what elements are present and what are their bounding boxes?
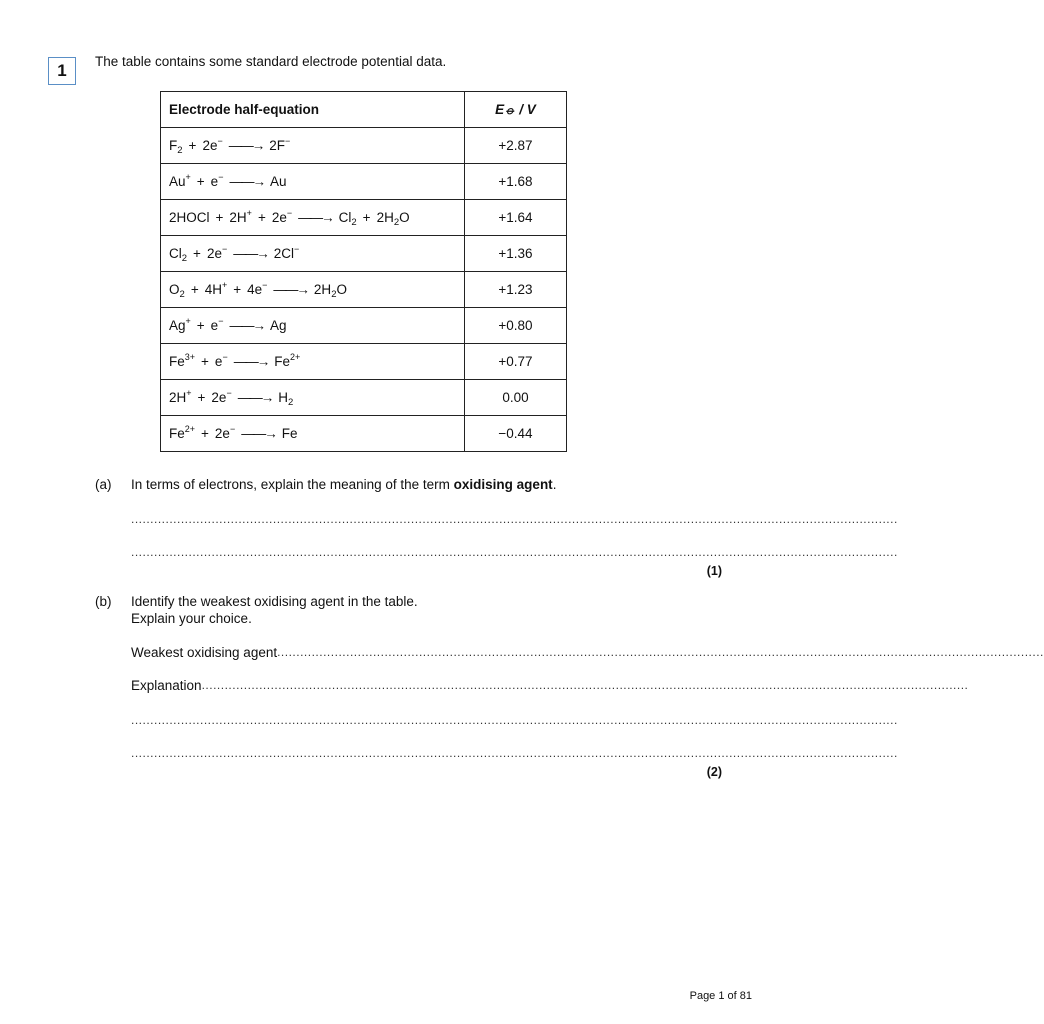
question-number: 1 bbox=[57, 61, 67, 80]
value-cell: +1.23 bbox=[465, 272, 567, 308]
header-equation: Electrode half-equation bbox=[161, 92, 465, 128]
value-cell: +0.77 bbox=[465, 344, 567, 380]
table-row bbox=[161, 344, 567, 380]
value-cell: +1.64 bbox=[465, 200, 567, 236]
value-cell: +0.80 bbox=[465, 308, 567, 344]
value-cell: +1.68 bbox=[465, 164, 567, 200]
value-cell: −0.44 bbox=[465, 416, 567, 452]
answer-line-a1[interactable]: ........................................................................................................................................................................................................ bbox=[131, 512, 898, 526]
explanation-line[interactable] bbox=[131, 678, 969, 693]
table-row bbox=[161, 272, 567, 308]
table-row bbox=[161, 416, 567, 452]
arrow-icon bbox=[298, 210, 333, 225]
table-header-row bbox=[161, 92, 567, 128]
value-cell: 0.00 bbox=[465, 380, 567, 416]
table-row bbox=[161, 236, 567, 272]
explanation-dots: ........................................................................................................................................................................................................ bbox=[201, 678, 969, 692]
equation-cell: Ag+ + e−——→ Ag bbox=[161, 308, 465, 344]
weakest-agent-line[interactable] bbox=[131, 645, 1044, 660]
answer-line-b1[interactable]: ........................................................................................................................................................................................................ bbox=[131, 713, 898, 727]
equation-cell: $Fe^{3+}$ + e−——→ $Fe^{2+}$ bbox=[161, 344, 465, 380]
header-potential: E⦵ / V bbox=[465, 92, 567, 128]
weakest-agent-dots: ........................................................................................................................................................................................................ bbox=[277, 645, 1044, 659]
marks-a: (1) bbox=[706, 564, 722, 578]
arrow-icon bbox=[273, 282, 308, 297]
arrow-icon bbox=[234, 354, 269, 369]
equation-cell: 2HOCl + 2H+ + 2e−——→ $Cl_2 + 2H_2O$ bbox=[161, 200, 465, 236]
table-row bbox=[161, 200, 567, 236]
part-a-label: (a) bbox=[95, 477, 112, 492]
table-row bbox=[161, 164, 567, 200]
equation-cell: Au+ + e−——→ Au bbox=[161, 164, 465, 200]
table-row bbox=[161, 380, 567, 416]
arrow-icon bbox=[241, 426, 276, 441]
equation-cell: $O_2 + 4H^+$ + 4e−——→ $2H_2O$ bbox=[161, 272, 465, 308]
equation-cell: $Fe^{2+}$ + 2e−——→ Fe bbox=[161, 416, 465, 452]
question-number-box bbox=[48, 57, 76, 85]
answer-line-a2[interactable]: ........................................................................................................................................................................................................ bbox=[131, 545, 898, 559]
answer-line-b2[interactable]: ........................................................................................................................................................................................................ bbox=[131, 746, 898, 760]
part-a-term: oxidising agent bbox=[453, 477, 553, 492]
part-b-label: (b) bbox=[95, 594, 112, 609]
explanation-label: Explanation bbox=[131, 678, 202, 693]
part-a-text: In terms of electrons, explain the meaning of the term bbox=[131, 477, 454, 492]
equation-cell: $Cl_2$ + 2e−——→ 2Cl− bbox=[161, 236, 465, 272]
arrow-icon bbox=[238, 390, 273, 405]
electrode-potential-table bbox=[160, 91, 567, 452]
arrow-icon bbox=[229, 174, 264, 189]
part-a-question bbox=[131, 477, 556, 492]
value-cell: +2.87 bbox=[465, 128, 567, 164]
table-row bbox=[161, 308, 567, 344]
equation-cell: $F_2$ + 2e−——→ 2F− bbox=[161, 128, 465, 164]
arrow-icon bbox=[233, 246, 268, 261]
arrow-icon bbox=[229, 318, 264, 333]
table-row bbox=[161, 128, 567, 164]
part-a-punct: . bbox=[552, 477, 557, 492]
part-b-line1: Identify the weakest oxidising agent in the table. bbox=[131, 594, 418, 609]
value-cell: +1.36 bbox=[465, 236, 567, 272]
intro-text: The table contains some standard electrode potential data. bbox=[95, 54, 447, 69]
arrow-icon bbox=[229, 138, 264, 153]
part-b-line2: Explain your choice. bbox=[131, 611, 252, 626]
page-footer: Page 1 of 81 bbox=[689, 990, 752, 1002]
weakest-agent-label: Weakest oxidising agent bbox=[131, 645, 278, 660]
marks-b: (2) bbox=[706, 765, 722, 779]
equation-cell: 2H+ + 2e−——→ $H_2$ bbox=[161, 380, 465, 416]
